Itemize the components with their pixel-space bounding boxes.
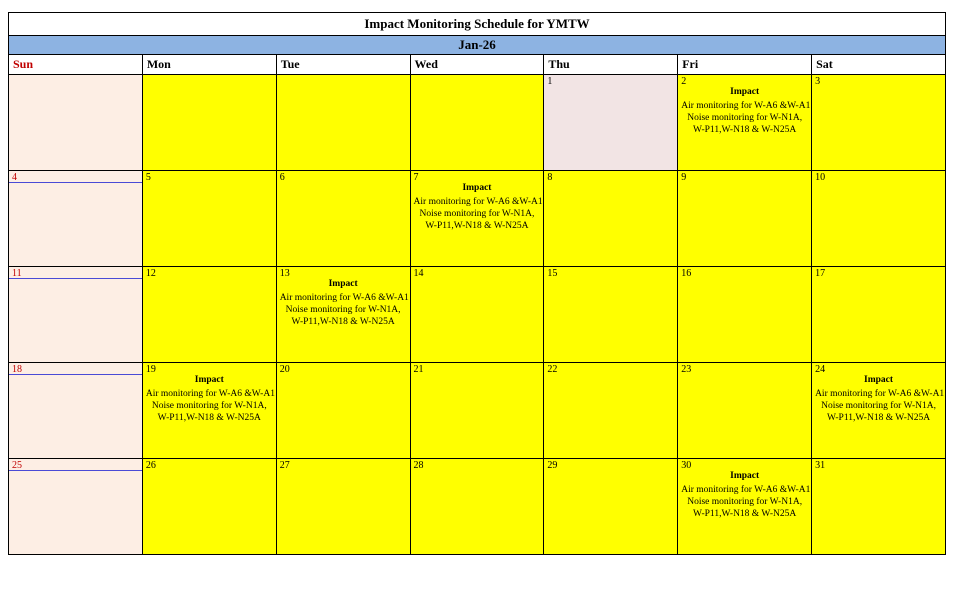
- event-title: Impact: [864, 375, 894, 385]
- day-number: 5: [145, 172, 151, 183]
- weekday-header-mon: [142, 55, 276, 75]
- day-number: 30: [681, 460, 692, 471]
- day-cell-25[interactable]: [9, 459, 143, 555]
- weekday-label: Thu: [548, 57, 570, 71]
- day-cell-27[interactable]: [276, 459, 410, 555]
- event-detail-line-2: Noise monitoring for W-N1A,: [419, 209, 535, 219]
- day-cell-18[interactable]: [9, 363, 143, 459]
- day-cell-empty[interactable]: [410, 75, 544, 171]
- day-number: 25: [12, 460, 22, 471]
- day-number: 31: [815, 460, 826, 471]
- day-number: 26: [145, 460, 156, 471]
- weekday-label: Sat: [816, 57, 833, 71]
- day-cell-7[interactable]: [410, 171, 544, 267]
- day-cell-8[interactable]: [544, 171, 678, 267]
- event-detail-line-1: Air monitoring for W-A6 &W-A1: [413, 197, 543, 207]
- day-cell-12[interactable]: [142, 267, 276, 363]
- weekday-label: Fri: [682, 57, 699, 71]
- event-detail-line-3: W-P11,W-N18 & W-N25A: [291, 317, 395, 327]
- day-number: [9, 75, 142, 76]
- calendar-week-row: [9, 75, 946, 171]
- day-cell-24[interactable]: [812, 363, 946, 459]
- calendar-month-row: [9, 36, 946, 55]
- event-title: Impact: [328, 279, 358, 289]
- event-detail-line-1: Air monitoring for W-A6 &W-A1: [681, 101, 811, 111]
- event-detail-line-3: W-P11,W-N18 & W-N25A: [693, 125, 797, 135]
- day-number: 2: [681, 76, 687, 87]
- day-cell-empty[interactable]: [9, 75, 143, 171]
- day-number: [277, 75, 410, 76]
- weekday-header-thu: [544, 55, 678, 75]
- day-number: 18: [12, 364, 22, 375]
- event-detail-line-3: W-P11,W-N18 & W-N25A: [157, 413, 261, 423]
- day-cell-4[interactable]: [9, 171, 143, 267]
- day-cell-5[interactable]: [142, 171, 276, 267]
- day-cell-empty[interactable]: [142, 75, 276, 171]
- day-number: 20: [279, 364, 290, 375]
- day-cell-9[interactable]: [678, 171, 812, 267]
- day-number: 29: [547, 460, 558, 471]
- page-title: Impact Monitoring Schedule for YMTW: [9, 13, 946, 36]
- weekday-label: Tue: [280, 57, 300, 71]
- impact-monitoring-calendar: [8, 12, 946, 555]
- weekday-header-wed: [410, 55, 544, 75]
- day-cell-20[interactable]: [276, 363, 410, 459]
- day-number: 22: [547, 364, 558, 375]
- day-number: 27: [279, 460, 290, 471]
- event-detail-line-3: W-P11,W-N18 & W-N25A: [826, 413, 931, 423]
- day-number: 4: [12, 172, 17, 183]
- sunday-divider: [9, 374, 142, 375]
- weekday-header-sun: [9, 55, 143, 75]
- day-cell-15[interactable]: [544, 267, 678, 363]
- calendar-event[interactable]: [678, 86, 811, 136]
- calendar-week-row: [9, 363, 946, 459]
- calendar-week-row: [9, 171, 946, 267]
- day-cell-empty[interactable]: [276, 75, 410, 171]
- calendar-title-row: [9, 13, 946, 36]
- day-number: 21: [413, 364, 424, 375]
- calendar-event[interactable]: [812, 374, 945, 424]
- day-cell-21[interactable]: [410, 363, 544, 459]
- day-cell-2[interactable]: [678, 75, 812, 171]
- event-detail-line-3: W-P11,W-N18 & W-N25A: [425, 221, 529, 231]
- day-number: 23: [681, 364, 692, 375]
- calendar-week-row: [9, 267, 946, 363]
- day-cell-6[interactable]: [276, 171, 410, 267]
- day-cell-1[interactable]: [544, 75, 678, 171]
- day-number: 11: [12, 268, 22, 279]
- event-title: Impact: [462, 183, 492, 193]
- event-detail-line-2: Noise monitoring for W-N1A,: [687, 113, 803, 123]
- day-cell-29[interactable]: [544, 459, 678, 555]
- day-number: 14: [413, 268, 424, 279]
- day-cell-30[interactable]: [678, 459, 812, 555]
- month-label: Jan-26: [9, 36, 946, 55]
- day-number: [143, 75, 276, 76]
- day-cell-11[interactable]: [9, 267, 143, 363]
- weekday-header-sat: [812, 55, 946, 75]
- event-title: Impact: [730, 471, 760, 481]
- event-detail-line-2: Noise monitoring for W-N1A,: [285, 305, 401, 315]
- day-cell-26[interactable]: [142, 459, 276, 555]
- day-number: 24: [815, 364, 826, 375]
- weekday-label: Mon: [146, 57, 171, 71]
- event-detail-line-1: Air monitoring for W-A6 &W-A1: [681, 485, 811, 495]
- day-cell-23[interactable]: [678, 363, 812, 459]
- day-cell-16[interactable]: [678, 267, 812, 363]
- sunday-divider: [9, 278, 142, 279]
- weekday-header-row: [9, 55, 946, 75]
- day-cell-17[interactable]: [812, 267, 946, 363]
- calendar-body: [9, 13, 946, 555]
- event-detail-line-2: Noise monitoring for W-N1A,: [821, 401, 936, 411]
- calendar-week-row: [9, 459, 946, 555]
- sunday-divider: [9, 182, 142, 183]
- weekday-label: Sun: [13, 57, 34, 71]
- day-number: 9: [681, 172, 687, 183]
- day-number: 19: [145, 364, 156, 375]
- calendar-event[interactable]: [678, 470, 811, 520]
- event-detail-line-1: Air monitoring for W-A6 &W-A1: [279, 293, 409, 303]
- day-cell-10[interactable]: [812, 171, 946, 267]
- event-detail-line-2: Noise monitoring for W-N1A,: [687, 497, 803, 507]
- day-cell-28[interactable]: [410, 459, 544, 555]
- weekday-header-fri: [678, 55, 812, 75]
- weekday-label: Wed: [414, 57, 438, 71]
- calendar-event[interactable]: [143, 374, 276, 424]
- day-number: 7: [413, 172, 419, 183]
- day-number: [411, 75, 544, 76]
- day-cell-19[interactable]: [142, 363, 276, 459]
- day-cell-13[interactable]: [276, 267, 410, 363]
- event-detail-line-2: Noise monitoring for W-N1A,: [151, 401, 267, 411]
- event-detail-line-3: W-P11,W-N18 & W-N25A: [693, 509, 797, 519]
- day-number: 17: [815, 268, 826, 279]
- day-number: 3: [815, 76, 821, 87]
- calendar-event[interactable]: [411, 182, 544, 232]
- weekday-header-tue: [276, 55, 410, 75]
- day-cell-31[interactable]: [812, 459, 946, 555]
- event-title: Impact: [730, 87, 760, 97]
- day-number: 12: [145, 268, 156, 279]
- day-cell-22[interactable]: [544, 363, 678, 459]
- day-number: 28: [413, 460, 424, 471]
- day-cell-3[interactable]: [812, 75, 946, 171]
- day-number: 8: [547, 172, 553, 183]
- day-cell-14[interactable]: [410, 267, 544, 363]
- calendar-event[interactable]: [277, 278, 410, 328]
- sunday-divider: [9, 470, 142, 471]
- day-number: 6: [279, 172, 285, 183]
- day-number: 13: [279, 268, 290, 279]
- event-detail-line-1: Air monitoring for W-A6 &W-A1: [815, 389, 945, 399]
- day-number: 16: [681, 268, 692, 279]
- day-number: 10: [815, 172, 826, 183]
- event-title: Impact: [194, 375, 224, 385]
- day-number: 15: [547, 268, 558, 279]
- day-number: 1: [547, 76, 553, 87]
- event-detail-line-1: Air monitoring for W-A6 &W-A1: [145, 389, 275, 399]
